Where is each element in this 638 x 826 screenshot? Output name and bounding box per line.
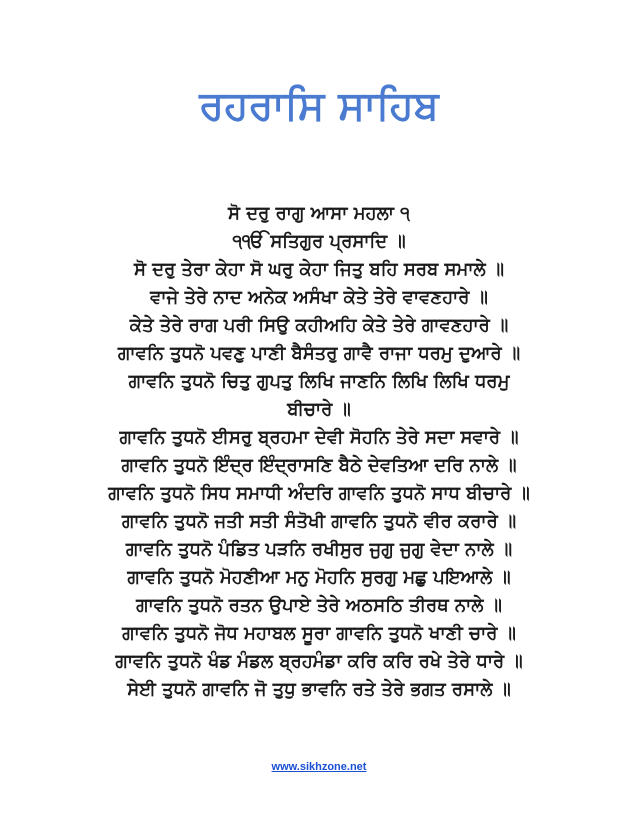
page-title: ਰਹਰਾਸਿ ਸਾਹਿਬ bbox=[199, 83, 439, 129]
text-line: ਗਾਵਨਿ ਤੁਧਨੋ ਜੋਧ ਮਹਾਬਲ ਸੂਰਾ ਗਾਵਨਿ ਤੁਧਨੋ ਖਾਣੀ ਚਾਰੇ ॥ bbox=[122, 623, 516, 644]
text-line: ਗਾਵਨਿ ਤੁਧਨੋ ਈਸਰੁ ਬ੍ਰਹਮਾ ਦੇਵੀ ਸੋਹਨਿ ਤੇਰੇ ਸਦਾ ਸਵਾਰੇ ॥ bbox=[119, 427, 519, 448]
text-line: ਗਾਵਨਿ ਤੁਧਨੋ ਪਵਣੁ ਪਾਣੀ ਬੈਸੰਤਰੁ ਗਾਵੈ ਰਾਜਾ ਧਰਮੁ ਦੁਆਰੇ ॥ bbox=[117, 343, 521, 364]
text-line: ਗਾਵਨਿ ਤੁਧਨੋ ਇੰਦ੍ਰ ਇੰਦ੍ਰਾਸਣਿ ਬੈਠੇ ਦੇਵਤਿਆ ਦਰਿ ਨਾਲੇ ॥ bbox=[121, 455, 517, 476]
text-line: ਗਾਵਨਿ ਤੁਧਨੋ ਮੋਹਣੀਆ ਮਨੁ ਮੋਹਨਿ ਸੁਰਗੁ ਮਛੁ ਪਇਆਲੇ ॥ bbox=[127, 567, 511, 588]
text-line: ਵਾਜੇ ਤੇਰੇ ਨਾਦ ਅਨੇਕ ਅਸੰਖਾ ਕੇਤੇ ਤੇਰੇ ਵਾਵਣਹਾਰੇ ॥ bbox=[150, 287, 488, 308]
text-line: ਕੇਤੇ ਤੇਰੇ ਰਾਗ ਪਰੀ ਸਿਉ ਕਹੀਅਹਿ ਕੇਤੇ ਤੇਰੇ ਗਾਵਣਹਾਰੇ ॥ bbox=[129, 315, 509, 336]
text-line: ਸੋ ਦਰੁ ਰਾਗੁ ਆਸਾ ਮਹਲਾ ੧ bbox=[228, 203, 410, 224]
text-line: ਸੋ ਦਰੁ ਤੇਰਾ ਕੇਹਾ ਸੋ ਘਰੁ ਕੇਹਾ ਜਿਤੁ ਬਹਿ ਸਰਬ ਸਮਾਲੇ ॥ bbox=[133, 259, 505, 280]
gurbani-text bbox=[0, 200, 638, 704]
text-line: ਸੇਈ ਤੁਧਨੋ ਗਾਵਨਿ ਜੋ ਤੁਧੁ ਭਾਵਨਿ ਰਤੇ ਤੇਰੇ ਭਗਤ ਰਸਾਲੇ ॥ bbox=[127, 679, 511, 700]
footer-website-link[interactable]: www.sikhzone.net bbox=[271, 761, 367, 773]
text-line: ਗਾਵਨਿ ਤੁਧਨੋ ਚਿਤੁ ਗੁਪਤੁ ਲਿਖਿ ਜਾਣਨਿ ਲਿਖਿ ਲਿਖਿ ਧਰਮੁ bbox=[128, 371, 510, 392]
text-line: ਬੀਚਾਰੇ ॥ bbox=[287, 399, 351, 420]
text-line: ਗਾਵਨਿ ਤੁਧਨੋ ਪੰਡਿਤ ਪੜਨਿ ਰਖੀਸੁਰ ਜੁਗੁ ਜੁਗੁ ਵੇਦਾ ਨਾਲੇ ॥ bbox=[125, 539, 513, 560]
text-line: ਗਾਵਨਿ ਤੁਧਨੋ ਰਤਨ ਉਪਾਏ ਤੇਰੇ ਅਠਸਠਿ ਤੀਰਥ ਨਾਲੇ ॥ bbox=[136, 595, 502, 616]
text-line: ਗਾਵਨਿ ਤੁਧਨੋ ਖੰਡ ਮੰਡਲ ਬ੍ਰਹਮੰਡਾ ਕਰਿ ਕਰਿ ਰਖੇ ਤੇਰੇ ਧਾਰੇ ॥ bbox=[115, 651, 523, 672]
text-line: ਗਾਵਨਿ ਤੁਧਨੋ ਜਤੀ ਸਤੀ ਸੰਤੋਖੀ ਗਾਵਨਿ ਤੁਧਨੋ ਵੀਰ ਕਰਾਰੇ ॥ bbox=[121, 511, 517, 532]
text-line: ਗਾਵਨਿ ਤੁਧਨੋ ਸਿਧ ਸਮਾਧੀ ਅੰਦਰਿ ਗਾਵਨਿ ਤੁਧਨੋ ਸਾਧ ਬੀਚਾਰੇ ॥ bbox=[108, 483, 530, 504]
text-line: ੧ੴ ਸਤਿਗੁਰ ਪ੍ਰਸਾਦਿ ॥ bbox=[232, 231, 406, 252]
